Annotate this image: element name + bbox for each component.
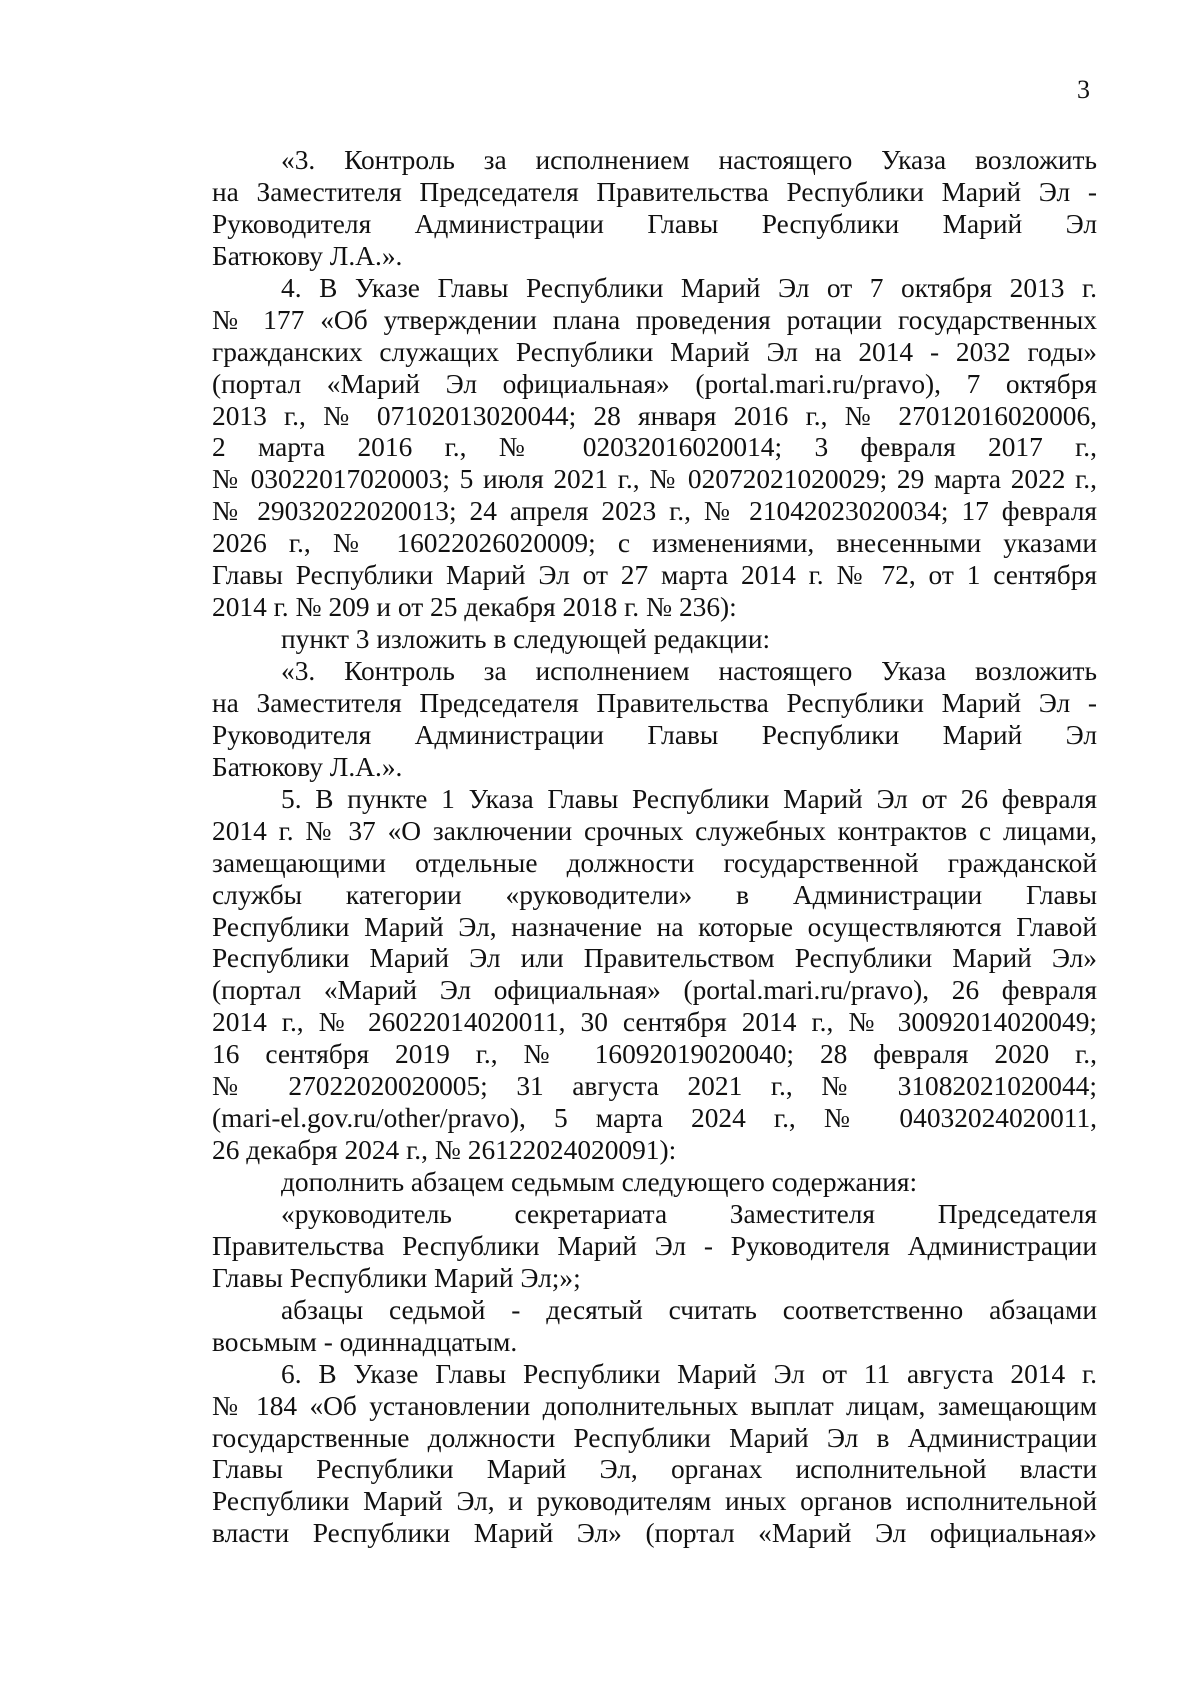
text-line: восьмым - одиннадцатым. xyxy=(212,1326,518,1357)
text-line: № 184 «Об установлении дополнительных выплат лицам, замещающим xyxy=(212,1390,1097,1421)
text-line: абзацы седьмой - десятый считать соответственно абзацами xyxy=(281,1294,1097,1325)
text-line: 2014 г. № 209 и от 25 декабря 2018 г. № 236): xyxy=(212,592,737,623)
text-line: Батюкову Л.А.». xyxy=(212,751,403,782)
text-line: «3. Контроль за исполнением настоящего Указа возложить xyxy=(281,145,1097,175)
text-line: 6. В Указе Главы Республики Марий Эл от 11 августа 2014 г. xyxy=(281,1358,1097,1389)
text-line: 2014 г., № 26022014020011, 30 сентября 2014 г., № 30092014020049; xyxy=(212,1007,1097,1038)
text-line: 4. В Указе Главы Республики Марий Эл от 7 октября 2013 г. xyxy=(281,272,1097,303)
text-line: Правительства Республики Марий Эл - Руководителя Администрации xyxy=(212,1230,1097,1261)
text-line: (портал «Марий Эл официальная» (portal.mari.ru/pravo), 26 февраля xyxy=(212,975,1097,1006)
text-line: гражданских служащих Республики Марий Эл на 2014 - 2032 годы» xyxy=(212,336,1097,367)
text-line: (портал «Марий Эл официальная» (portal.mari.ru/pravo), 7 октября xyxy=(212,368,1097,399)
text-line: Республики Марий Эл или Правительством Республики Марий Эл» xyxy=(212,943,1097,974)
text-line: на Заместителя Председателя Правительства Республики Марий Эл - xyxy=(212,176,1097,207)
text-line: Главы Республики Марий Эл от 27 марта 2014 г. № 72, от 1 сентября xyxy=(212,560,1097,591)
text-line: 16 сентября 2019 г., № 16092019020040; 28 февраля 2020 г., xyxy=(212,1039,1097,1070)
text-line: № 03022017020003; 5 июля 2021 г., № 02072021020029; 29 марта 2022 г., xyxy=(212,464,1097,495)
text-line: Главы Республики Марий Эл;»; xyxy=(212,1262,581,1293)
text-line: 2013 г., № 07102013020044; 28 января 2016 г., № 27012016020006, xyxy=(212,400,1097,431)
text-line: 2026 г., № 16022026020009; с изменениями, внесенными указами xyxy=(212,528,1097,559)
text-line: № 177 «Об утверждении плана проведения ротации государственных xyxy=(212,304,1097,335)
text-line: власти Республики Марий Эл» (портал «Марий Эл официальная» xyxy=(212,1518,1097,1549)
text-line: на Заместителя Председателя Правительства Республики Марий Эл - xyxy=(212,687,1097,718)
text-line: 2014 г. № 37 «О заключении срочных служебных контрактов с лицами, xyxy=(212,815,1097,846)
text-line: № 29032022020013; 24 апреля 2023 г., № 21042023020034; 17 февраля xyxy=(212,496,1097,527)
text-line: Республики Марий Эл, назначение на которые осуществляются Главой xyxy=(212,911,1097,942)
text-line: замещающими отдельные должности государственной гражданской xyxy=(212,847,1097,878)
page-number: 3 xyxy=(1077,75,1090,104)
text-line: «3. Контроль за исполнением настоящего Указа возложить xyxy=(281,656,1097,686)
text-line: «руководитель секретариата Заместителя Председателя xyxy=(281,1198,1097,1229)
text-line: Батюкову Л.А.». xyxy=(212,240,403,271)
text-line: Республики Марий Эл, и руководителям иных органов исполнительной xyxy=(212,1486,1097,1517)
text-line: 5. В пункте 1 Указа Главы Республики Марий Эл от 26 февраля xyxy=(281,783,1097,814)
text-line: государственные должности Республики Марий Эл в Администрации xyxy=(212,1422,1097,1453)
text-line: пункт 3 изложить в следующей редакции: xyxy=(281,624,771,655)
text-line: службы категории «руководители» в Администрации Главы xyxy=(212,879,1097,910)
text-line: № 27022020020005; 31 августа 2021 г., № 31082021020044; xyxy=(212,1071,1097,1102)
text-line: 2 марта 2016 г., № 02032016020014; 3 февраля 2017 г., xyxy=(212,432,1097,463)
text-line: дополнить абзацем седьмым следующего содержания: xyxy=(281,1167,918,1197)
text-line: Руководителя Администрации Главы Республики Марий Эл xyxy=(212,208,1097,239)
text-line: Главы Республики Марий Эл, органах исполнительной власти xyxy=(212,1454,1097,1485)
text-line: Руководителя Администрации Главы Республики Марий Эл xyxy=(212,719,1097,750)
document-body xyxy=(212,145,1097,1550)
text-line: 26 декабря 2024 г., № 26122024020091): xyxy=(212,1135,677,1166)
text-line: (mari-el.gov.ru/other/pravo), 5 марта 2024 г., № 04032024020011, xyxy=(212,1103,1097,1134)
